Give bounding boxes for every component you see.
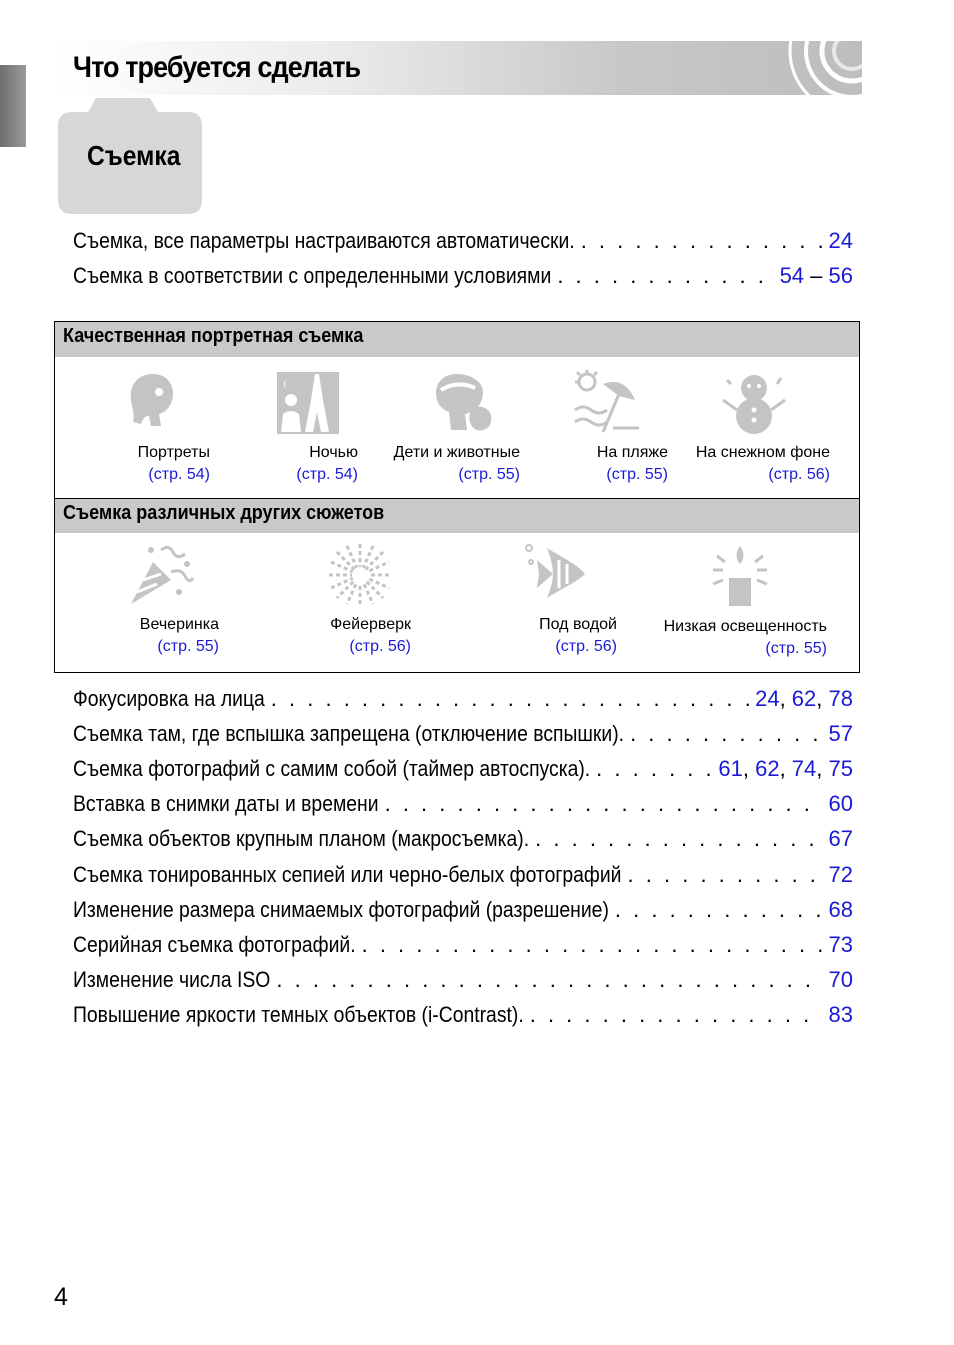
page-link[interactable]: 62 (791, 686, 817, 711)
toc-pages (829, 862, 853, 888)
kids-pets-icon (427, 370, 495, 436)
mode-label: Ночью (309, 444, 358, 461)
toc-row[interactable] (73, 686, 853, 718)
page-link[interactable]: 75 (828, 756, 853, 782)
scene-modes-box (54, 321, 860, 673)
mode-page-ref[interactable]: (стр. 54) (296, 466, 358, 483)
page-link[interactable]: 67 (828, 826, 853, 852)
toc-label: Съемка тонированных сепией или черно-белых фотографий (73, 861, 622, 887)
page-link[interactable]: 83 (828, 1001, 853, 1027)
leader-dots (557, 263, 773, 289)
mode-label: Под водой (539, 616, 617, 633)
underwater-icon (523, 540, 589, 606)
page-link[interactable]: 68 (828, 896, 853, 922)
page-link[interactable]: 70 (828, 966, 853, 992)
leader-dots (630, 721, 822, 747)
toc-pages: 61, 62, 74, 75 (718, 756, 853, 782)
chapter-side-tab (0, 65, 26, 147)
leader-dots (276, 967, 822, 993)
party-icon (127, 542, 195, 608)
mode-party[interactable] (140, 614, 219, 658)
page-title: Что требуется сделать (73, 51, 361, 84)
leader-dots (271, 686, 749, 712)
toc-pages (829, 228, 853, 254)
toc-row[interactable] (73, 826, 853, 858)
leader-dots (615, 897, 823, 923)
mode-page-ref[interactable]: (стр. 55) (606, 466, 668, 483)
page-link[interactable]: 62 (755, 756, 780, 782)
mode-snow[interactable] (696, 442, 830, 486)
toc-label: Фокусировка на лица (73, 686, 265, 711)
mode-label: Дети и животные (393, 444, 520, 461)
toc-pages (829, 791, 853, 817)
page-link[interactable]: 72 (828, 861, 853, 887)
mode-label: Портреты (137, 444, 210, 461)
toc-label: Съемка объектов крупным планом (макросъемка). (73, 826, 530, 852)
mode-beach[interactable] (597, 442, 668, 486)
leader-dots (628, 862, 823, 888)
toc-pages (829, 1002, 853, 1028)
page-link[interactable]: 24 (828, 228, 853, 253)
mode-page-ref[interactable]: (стр. 55) (765, 640, 827, 657)
toc-row[interactable] (73, 791, 853, 823)
toc-label: Изменение размера снимаемых фотографий (разрешение) (73, 896, 609, 922)
page-link[interactable]: 60 (828, 791, 853, 817)
toc-pages (829, 721, 853, 747)
toc-row[interactable] (73, 967, 853, 999)
mode-underwater[interactable] (539, 614, 617, 658)
toc-row-conditions[interactable] (73, 263, 853, 295)
mode-fireworks[interactable] (330, 614, 411, 658)
toc-row[interactable] (73, 862, 853, 894)
leader-dots (362, 932, 823, 958)
portrait-section-header: Качественная портретная съемка (55, 322, 859, 357)
toc-label: Повышение яркости темных объектов (i-Contrast). (73, 1001, 524, 1027)
mode-page-ref[interactable]: (стр. 55) (157, 638, 219, 655)
mode-label: Вечеринка (139, 616, 219, 633)
toc-label: Съемка там, где вспышка запрещена (отключение вспышки). (73, 721, 625, 747)
decorative-rings-icon (742, 41, 862, 95)
fireworks-icon (327, 542, 393, 608)
page-link[interactable]: 74 (791, 756, 817, 782)
leader-dots (596, 756, 712, 782)
portrait-icon (123, 370, 183, 436)
snow-icon (719, 370, 789, 436)
mode-page-ref[interactable]: (стр. 55) (458, 466, 520, 483)
mode-page-ref[interactable]: (стр. 56) (555, 638, 617, 655)
mode-label: На пляже (596, 444, 668, 461)
page-link[interactable]: 24 (755, 686, 780, 711)
toc-label: Съемка фотографий с самим собой (таймер автоспуска). (73, 756, 591, 782)
mode-kids-pets[interactable] (394, 442, 520, 486)
mode-page-ref[interactable]: (стр. 56) (768, 466, 830, 483)
mode-portrait[interactable] (138, 442, 210, 486)
toc-pages: 54 – 56 (779, 263, 853, 288)
toc-row[interactable] (73, 897, 853, 929)
page-link[interactable]: 61 (718, 756, 743, 782)
toc-pages (829, 897, 853, 923)
page-link[interactable]: 57 (828, 721, 853, 747)
leader-dots (385, 791, 823, 817)
toc-row[interactable] (73, 756, 853, 788)
toc-pages (829, 932, 853, 958)
toc-pages (829, 967, 853, 993)
page-link[interactable]: 56 (828, 263, 853, 288)
toc-label: Серийная съемка фотографий. (73, 931, 356, 957)
header-bar (54, 41, 862, 95)
mode-page-ref[interactable]: (стр. 56) (349, 638, 411, 655)
night-scene-icon (275, 370, 341, 436)
toc-row[interactable] (73, 932, 853, 964)
page-number: 4 (54, 1283, 68, 1311)
toc-label: Изменение числа ISO (73, 966, 271, 992)
section-title: Съемка (87, 140, 181, 171)
other-section-header: Съемка различных других сюжетов (55, 498, 859, 533)
mode-label: Низкая освещенность (663, 618, 827, 635)
leader-dots (530, 1002, 823, 1028)
mode-label: На снежном фоне (695, 444, 830, 461)
mode-night[interactable] (296, 442, 358, 486)
page-link[interactable]: 73 (828, 931, 853, 957)
toc-row[interactable] (73, 721, 853, 753)
page-link[interactable]: 78 (828, 686, 853, 711)
mode-low-light[interactable] (664, 616, 827, 660)
page-link[interactable]: 54 (779, 263, 805, 288)
toc-row[interactable] (73, 1002, 853, 1034)
toc-label: Съемка в соответствии с определенными условиями (73, 263, 552, 288)
toc-pages: 24, 62, 78 (755, 686, 853, 711)
leader-dots (581, 228, 823, 254)
mode-page-ref[interactable]: (стр. 54) (148, 466, 210, 483)
low-light-icon (709, 542, 771, 608)
beach-icon (573, 370, 641, 436)
toc-label: Съемка, все параметры настраиваются автоматически. (73, 228, 575, 253)
toc-row-auto[interactable] (73, 228, 853, 260)
mode-label: Фейерверк (330, 616, 411, 633)
leader-dots (535, 826, 822, 852)
toc-pages (829, 826, 853, 852)
toc-label: Вставка в снимки даты и времени (73, 791, 379, 817)
